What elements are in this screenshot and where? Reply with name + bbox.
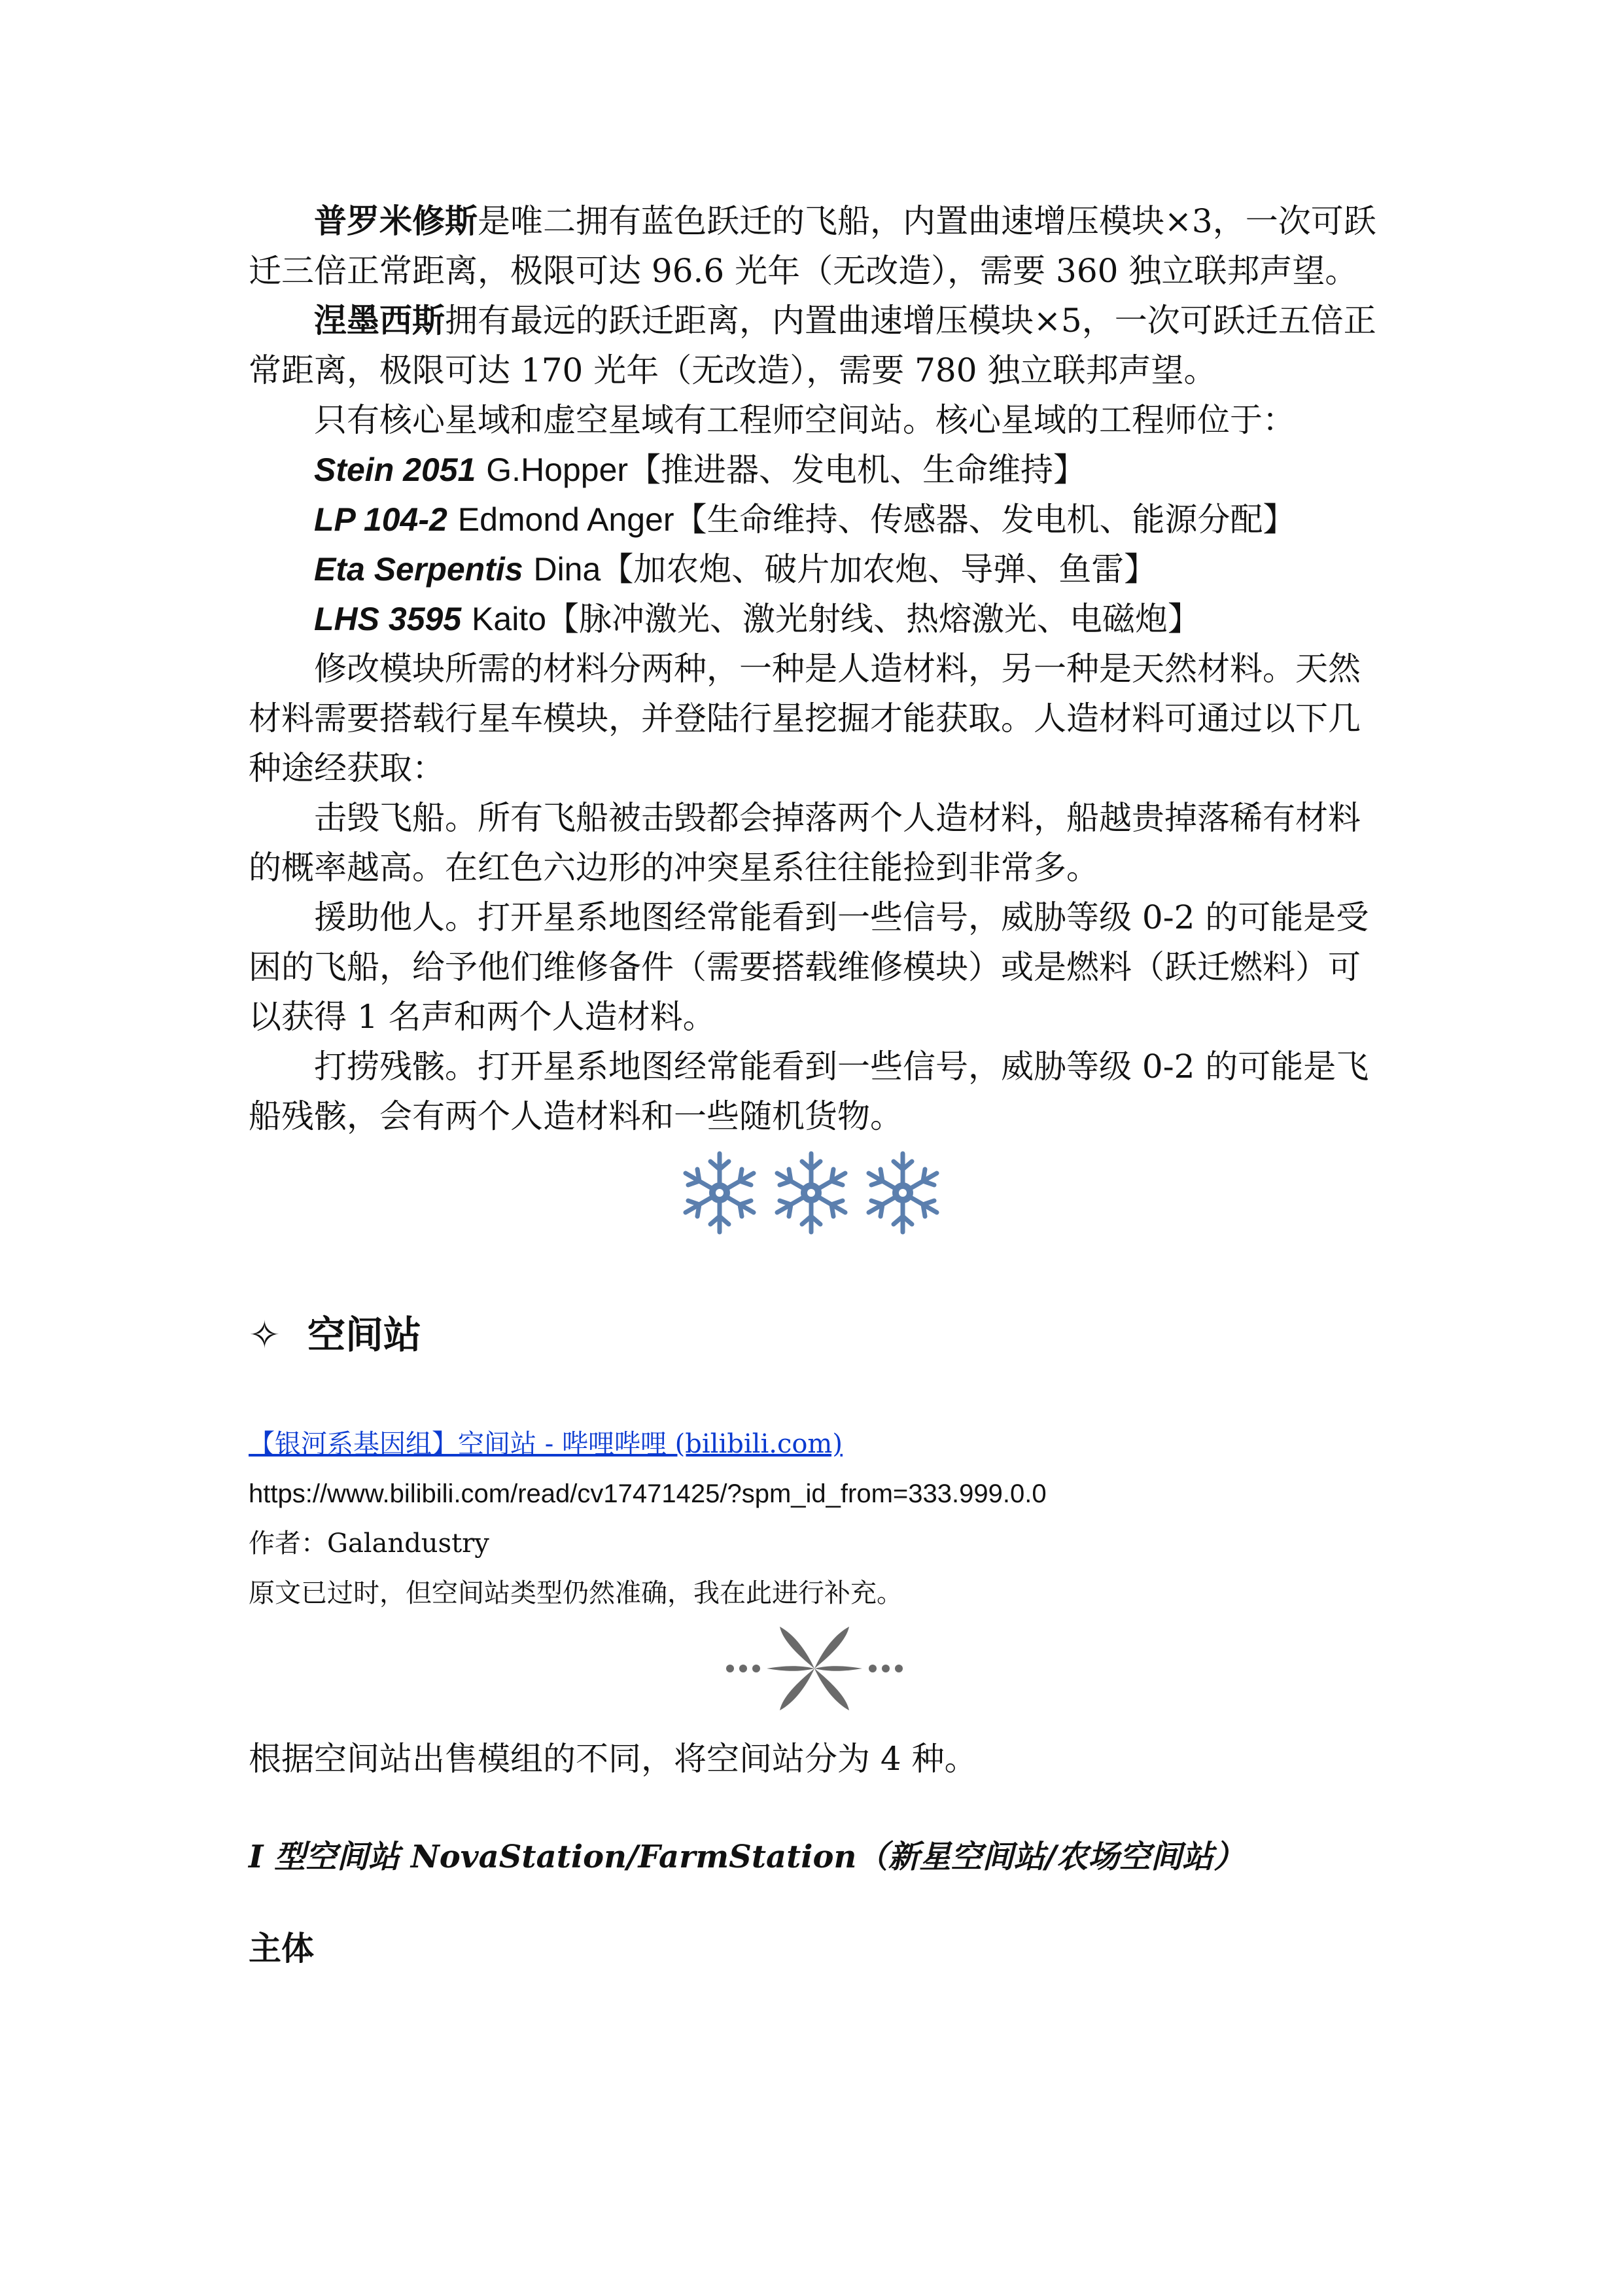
snowflake-ornament xyxy=(671,1144,952,1242)
engineer-specialties: 【生命维持、传感器、发电机、能源分配】 xyxy=(674,501,1296,539)
ship-name-nemesis: 涅墨西斯 xyxy=(314,301,445,340)
engineer-name: G.Hopper xyxy=(486,451,629,488)
engineer-name: Edmond Anger xyxy=(457,501,674,538)
prometheus-description: 是唯二拥有蓝色跃迁的飞船，内置曲速增压模块×3，一次可跃迁三倍正常距离，极限可达 96.6 光年（无改造），需要 360 独立联邦声望。 xyxy=(249,202,1376,290)
engineer-name: Dina xyxy=(533,551,601,588)
engineer-system: LHS 3595 xyxy=(314,601,462,637)
paragraph-destroy-ships: 击毁飞船。所有飞船被击毁都会掉落两个人造材料，船越贵掉落稀有材料的概率越高。在红色六边形的冲突星系往往能捡到非常多。 xyxy=(249,799,1361,887)
section-title: 空间站 xyxy=(307,1313,422,1357)
ship-name-prometheus: 普罗米修斯 xyxy=(314,202,478,240)
engineer-specialties: 【推进器、发电机、生命维持】 xyxy=(628,451,1087,489)
source-url: https://www.bilibili.com/read/cv17471425/?spm_id_from=333.999.0.0 xyxy=(249,1479,1047,1508)
engineer-specialties: 【脉冲激光、激光射线、热熔激光、电磁炮】 xyxy=(546,600,1200,638)
engineer-line xyxy=(314,594,1200,644)
paragraph-salvage-wrecks: 打捞残骸。打开星系地图经常能看到一些信号，威胁等级 0-2 的可能是飞船残骸，会有两个人造材料和一些随机货物。 xyxy=(249,1048,1369,1135)
source-link[interactable]: 【银河系基因组】空间站 - 哔哩哔哩 (bilibili.com) xyxy=(249,1429,843,1459)
intro-line: 根据空间站出售模组的不同，将空间站分为 4 种。 xyxy=(249,1740,977,1778)
engineer-line xyxy=(314,495,1296,544)
note-line: 原文已过时，但空间站类型仍然准确，我在此进行补充。 xyxy=(249,1578,903,1608)
flourish-ornament xyxy=(720,1623,909,1714)
author-line: 作者：Galandustry xyxy=(249,1528,489,1559)
paragraph-prometheus xyxy=(249,196,1387,296)
engineer-line xyxy=(314,445,1086,495)
station-type-heading: I 型空间站 NovaStation/FarmStation（新星空间站/农场空间站） xyxy=(249,1839,1245,1875)
paragraph-assist-others: 援助他人。打开星系地图经常能看到一些信号，威胁等级 0-2 的可能是受困的飞船，给予他们维修备件（需要搭载维修模块）或是燃料（跃迁燃料）可以获得 1 名声和两个人造材料。 xyxy=(249,898,1369,1036)
nemesis-description: 拥有最远的跃迁距离，内置曲速增压模块×5，一次可跃迁五倍正常距离，极限可达 170 光年（无改造），需要 780 独立联邦声望。 xyxy=(249,302,1376,389)
engineer-system: LP 104-2 xyxy=(314,501,447,538)
section-heading xyxy=(249,1309,421,1361)
engineer-system: Stein 2051 xyxy=(314,451,476,488)
engineer-specialties: 【加农炮、破片加农炮、导弹、鱼雷】 xyxy=(601,550,1157,588)
paragraph-nemesis xyxy=(249,296,1387,395)
paragraph-materials: 修改模块所需的材料分两种，一种是人造材料，另一种是天然材料。天然材料需要搭载行星车模块，并登陆行星挖掘才能获取。人造材料可通过以下几种途经获取： xyxy=(249,650,1361,787)
source-link-line xyxy=(249,1424,843,1464)
sparkle-icon: ✧ xyxy=(249,1313,281,1357)
engineer-name: Kaito xyxy=(472,601,546,637)
paragraph-engineer-intro: 只有核心星域和虚空星域有工程师空间站。核心星域的工程师位于： xyxy=(314,401,1295,439)
main-heading: 主体 xyxy=(249,1929,314,1968)
engineer-system: Eta Serpentis xyxy=(314,551,523,588)
engineer-line xyxy=(314,544,1157,594)
